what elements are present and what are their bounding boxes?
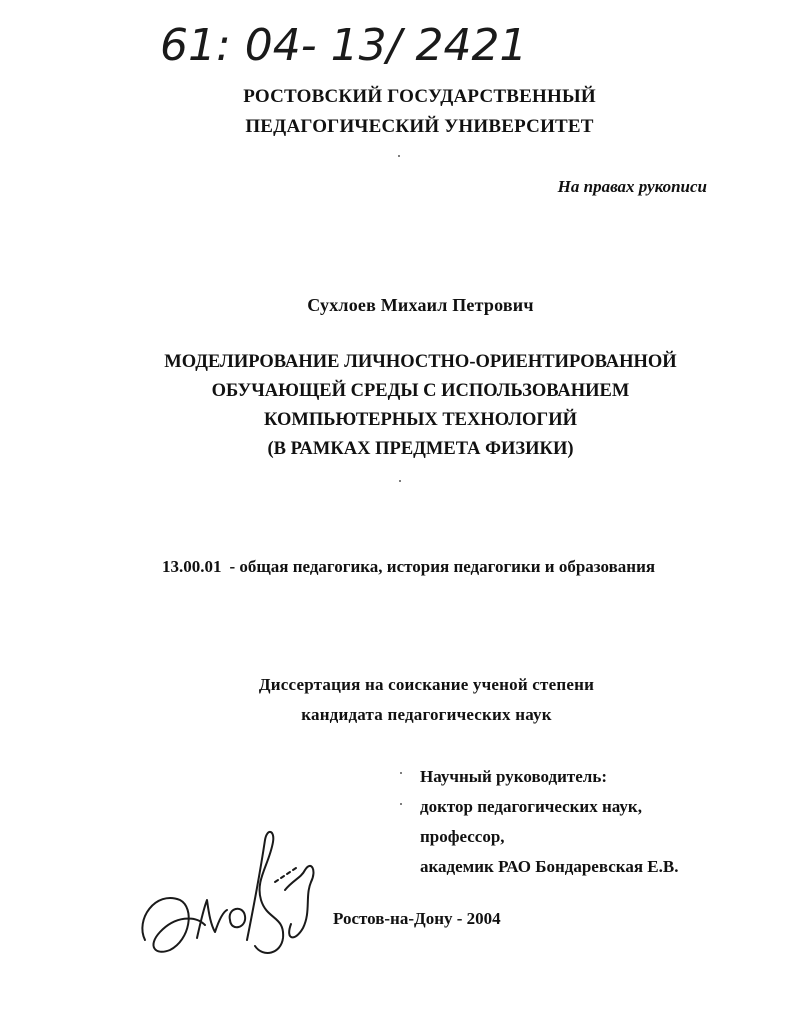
city-and-year: Ростов-на-Дону - 2004: [333, 909, 501, 928]
scan-speck: [400, 772, 402, 774]
scan-speck: [399, 480, 401, 482]
author-name: Сухлоев Михаил Петрович: [307, 295, 534, 315]
scan-speck: [400, 803, 402, 805]
specialty: [162, 557, 655, 577]
specialty-code: 13.00.01: [162, 557, 222, 576]
supervisor-rank: профессор,: [420, 827, 505, 846]
handwritten-archive-number: [150, 8, 550, 78]
supervisor-block: [420, 762, 678, 882]
scan-speck: [398, 155, 400, 157]
specialty-name: - общая педагогика, история педагогики и образования: [229, 557, 656, 576]
university-name-line-1: РОСТОВСКИЙ ГОСУДАРСТВЕННЫЙ: [243, 86, 596, 107]
title-line: МОДЕЛИРОВАНИЕ ЛИЧНОСТНО-ОРИЕНТИРОВАННОЙ: [164, 352, 677, 372]
supervisor-heading: Научный руководитель:: [420, 767, 607, 786]
title-line: (В РАМКАХ ПРЕДМЕТА ФИЗИКИ): [267, 439, 574, 459]
manuscript-note: На правах рукописи: [557, 177, 707, 196]
title-line: КОМПЬЮТЕРНЫХ ТЕХНОЛОГИЙ: [264, 410, 577, 430]
degree-line-1: Диссертация на соискание ученой степени: [258, 675, 595, 694]
supervisor-degree: доктор педагогических наук,: [420, 797, 642, 816]
supervisor-name: академик РАО Бондаревская Е.В.: [420, 857, 679, 876]
dissertation-title: [0, 348, 793, 464]
degree-line-2: кандидата педагогических наук: [301, 705, 552, 724]
title-line: ОБУЧАЮЩЕЙ СРЕДЫ С ИСПОЛЬЗОВАНИЕМ: [211, 381, 630, 401]
university-name-line-2: ПЕДАГОГИЧЕСКИЙ УНИВЕРСИТЕТ: [245, 116, 594, 137]
signature: [135, 820, 335, 970]
svg-text:61: 04- 13/ 2421: 61: 04- 13/ 2421: [160, 20, 528, 71]
